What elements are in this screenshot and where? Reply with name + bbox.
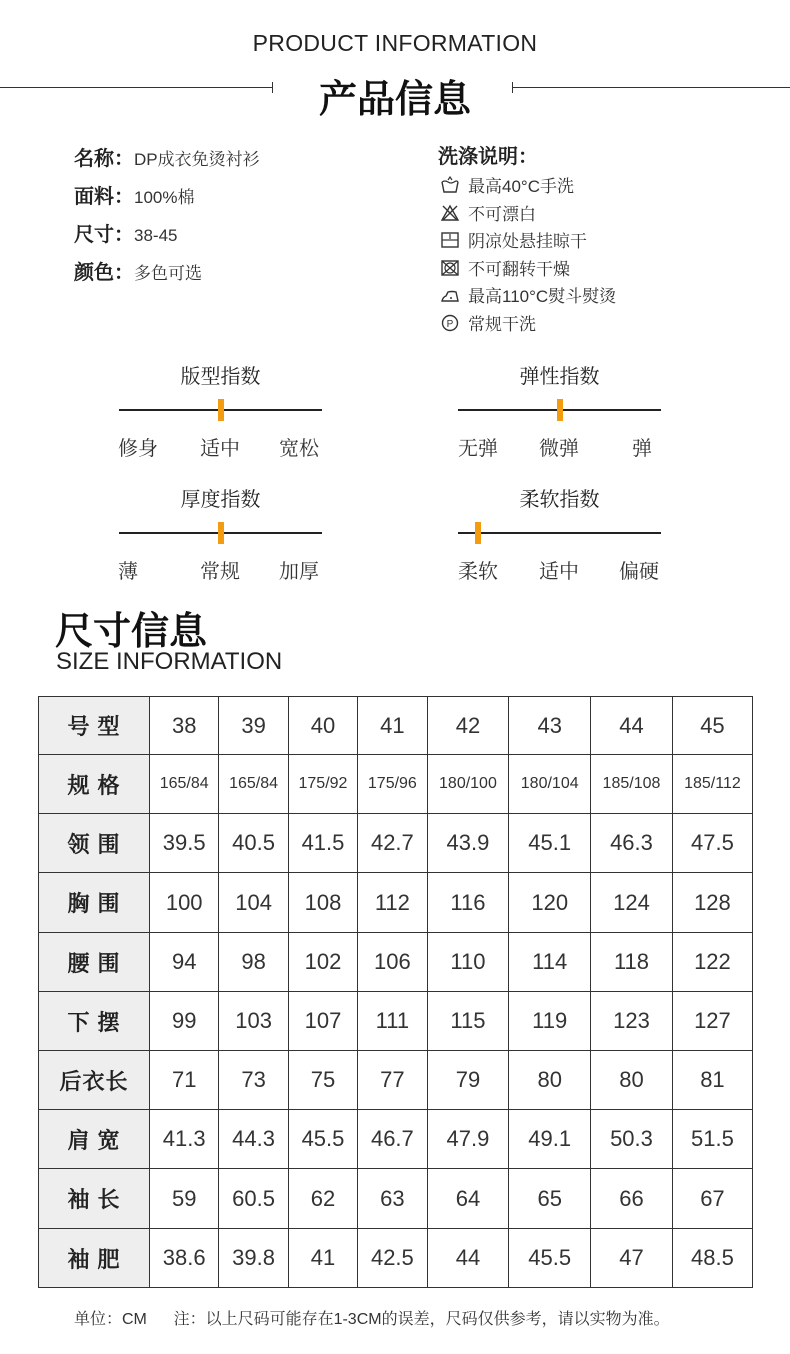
table-cell: 51.5 — [672, 1110, 752, 1169]
thickness-index-label-high: 加厚 — [279, 561, 319, 583]
table-cell: 38 — [150, 697, 219, 755]
table-cell: 77 — [358, 1051, 427, 1110]
product-name-label: 名称： — [74, 148, 134, 170]
table-cell: 50.3 — [591, 1110, 673, 1169]
product-fabric — [74, 180, 194, 209]
table-cell: 63 — [358, 1169, 427, 1229]
table-row — [39, 1110, 753, 1169]
table-cell: 65 — [509, 1169, 591, 1229]
table-cell: 41.5 — [288, 814, 357, 873]
footer-disclaimer: 注：以上尺码可能存在1-3CM的误差，尺码仅供参考，请以实物为准。 — [173, 1311, 670, 1328]
title-cn: 产品信息 — [318, 79, 471, 121]
wash-text: 不可翻转干燥 — [468, 260, 570, 279]
table-cell: 102 — [288, 933, 357, 992]
no-tumble-dry-icon — [440, 259, 460, 277]
fit-index-title: 版型指数 — [180, 366, 261, 388]
elastic-index-label-mid: 微弹 — [539, 438, 579, 460]
table-cell: 122 — [672, 933, 752, 992]
table-cell: 46.3 — [591, 814, 673, 873]
fit-index-marker — [218, 399, 224, 421]
wash-text: 最高40°C手洗 — [468, 177, 574, 196]
table-cell: 120 — [509, 873, 591, 933]
table-cell: 106 — [358, 933, 427, 992]
table-cell: 45.1 — [509, 814, 591, 873]
wash-item — [440, 200, 536, 225]
table-cell: 43 — [509, 697, 591, 755]
product-color — [74, 256, 202, 285]
table-cell: 47 — [591, 1229, 673, 1288]
table-cell: 108 — [288, 873, 357, 933]
product-name — [74, 142, 260, 171]
table-cell: 118 — [591, 933, 673, 992]
table-cell: 67 — [672, 1169, 752, 1229]
table-cell: 71 — [150, 1051, 219, 1110]
table-cell: 103 — [219, 992, 288, 1051]
table-cell: 48.5 — [672, 1229, 752, 1288]
product-size-value: 38-45 — [134, 226, 178, 245]
wash-item — [440, 255, 570, 280]
table-cell: 41 — [358, 697, 427, 755]
table-cell: 124 — [591, 873, 673, 933]
svg-text:P: P — [446, 318, 454, 330]
thickness-index-marker — [218, 522, 224, 544]
fit-index-label-low: 修身 — [118, 438, 158, 460]
hand-wash-icon — [440, 176, 460, 194]
table-cell: 111 — [358, 992, 427, 1051]
footer-note — [74, 1306, 670, 1329]
size-title-cn: 尺寸信息 — [55, 611, 208, 653]
table-cell: 99 — [150, 992, 219, 1051]
table-cell: 45.5 — [288, 1110, 357, 1169]
table-cell: 38.6 — [150, 1229, 219, 1288]
table-cell: 60.5 — [219, 1169, 288, 1229]
row-header: 胸 围 — [39, 873, 150, 933]
table-cell: 114 — [509, 933, 591, 992]
softness-index-label-low: 柔软 — [458, 561, 498, 583]
table-cell: 123 — [591, 992, 673, 1051]
table-cell: 112 — [358, 873, 427, 933]
table-cell: 75 — [288, 1051, 357, 1110]
table-cell: 175/96 — [358, 755, 427, 814]
elastic-index-label-high: 弹 — [632, 438, 652, 460]
line-dry-shade-icon — [440, 231, 460, 249]
wash-title: 洗涤说明： — [438, 146, 538, 168]
row-header: 袖 长 — [39, 1169, 150, 1229]
size-table-body — [39, 697, 753, 1288]
table-cell: 180/100 — [427, 755, 509, 814]
product-fabric-label: 面料： — [74, 186, 134, 208]
table-cell: 45 — [672, 697, 752, 755]
product-color-value: 多色可选 — [134, 264, 202, 283]
row-header: 号 型 — [39, 697, 150, 755]
table-row — [39, 1169, 753, 1229]
size-table — [38, 696, 753, 1288]
table-row — [39, 697, 753, 755]
table-cell: 44 — [427, 1229, 509, 1288]
table-row — [39, 814, 753, 873]
table-cell: 47.9 — [427, 1110, 509, 1169]
table-cell: 128 — [672, 873, 752, 933]
row-header: 肩 宽 — [39, 1110, 150, 1169]
header-rule-right — [512, 87, 790, 88]
title-en: PRODUCT INFORMATION — [252, 30, 538, 56]
table-cell: 44.3 — [219, 1110, 288, 1169]
table-cell: 40.5 — [219, 814, 288, 873]
softness-index-label-mid: 适中 — [539, 561, 579, 583]
table-cell: 42 — [427, 697, 509, 755]
elastic-index-title: 弹性指数 — [519, 366, 600, 388]
elastic-index-marker — [557, 399, 563, 421]
wash-text: 不可漂白 — [468, 205, 536, 224]
product-color-label: 颜色： — [74, 262, 134, 284]
iron-icon — [440, 286, 460, 304]
table-cell: 165/84 — [150, 755, 219, 814]
product-name-value: DP成衣免烫衬衫 — [134, 150, 260, 169]
table-cell: 62 — [288, 1169, 357, 1229]
softness-index-line — [458, 532, 661, 534]
table-row — [39, 1229, 753, 1288]
dry-clean-p-icon — [440, 314, 460, 332]
wash-text: 阴凉处悬挂晾干 — [468, 232, 587, 251]
table-cell: 47.5 — [672, 814, 752, 873]
table-row — [39, 933, 753, 992]
wash-item — [440, 172, 574, 197]
table-cell: 46.7 — [358, 1110, 427, 1169]
table-cell: 110 — [427, 933, 509, 992]
no-bleach-icon — [440, 204, 460, 222]
table-cell: 80 — [591, 1051, 673, 1110]
table-cell: 43.9 — [427, 814, 509, 873]
table-cell: 185/112 — [672, 755, 752, 814]
softness-index-label-high: 偏硬 — [619, 561, 659, 583]
product-fabric-value: 100%棉 — [134, 188, 195, 207]
table-row — [39, 1051, 753, 1110]
table-cell: 42.5 — [358, 1229, 427, 1288]
thickness-index-label-mid: 常规 — [200, 561, 240, 583]
wash-text: 常规干洗 — [468, 315, 536, 334]
fit-index-label-mid: 适中 — [200, 438, 240, 460]
table-row — [39, 873, 753, 933]
table-cell: 39 — [219, 697, 288, 755]
row-header: 领 围 — [39, 814, 150, 873]
table-cell: 40 — [288, 697, 357, 755]
table-cell: 45.5 — [509, 1229, 591, 1288]
table-cell: 165/84 — [219, 755, 288, 814]
table-cell: 104 — [219, 873, 288, 933]
table-cell: 94 — [150, 933, 219, 992]
table-cell: 180/104 — [509, 755, 591, 814]
product-size — [74, 218, 177, 247]
product-size-label: 尺寸： — [74, 224, 134, 246]
table-cell: 73 — [219, 1051, 288, 1110]
table-cell: 59 — [150, 1169, 219, 1229]
table-cell: 80 — [509, 1051, 591, 1110]
table-cell: 39.5 — [150, 814, 219, 873]
table-cell: 81 — [672, 1051, 752, 1110]
table-cell: 100 — [150, 873, 219, 933]
elastic-index-label-low: 无弹 — [458, 438, 498, 460]
table-cell: 42.7 — [358, 814, 427, 873]
fit-index-label-high: 宽松 — [279, 438, 319, 460]
row-header: 规 格 — [39, 755, 150, 814]
table-cell: 39.8 — [219, 1229, 288, 1288]
wash-item — [440, 282, 616, 307]
wash-text: 最高110°C熨斗熨烫 — [468, 287, 617, 306]
softness-index-marker — [475, 522, 481, 544]
footer-unit: 单位：CM — [74, 1311, 147, 1328]
row-header: 下 摆 — [39, 992, 150, 1051]
row-header: 腰 围 — [39, 933, 150, 992]
wash-item — [440, 310, 536, 335]
thickness-index-label-low: 薄 — [118, 561, 138, 583]
table-cell: 66 — [591, 1169, 673, 1229]
thickness-index-title: 厚度指数 — [180, 489, 261, 511]
table-cell: 41 — [288, 1229, 357, 1288]
table-row — [39, 755, 753, 814]
softness-index-title: 柔软指数 — [519, 489, 600, 511]
table-cell: 175/92 — [288, 755, 357, 814]
table-cell: 41.3 — [150, 1110, 219, 1169]
wash-item — [440, 227, 587, 252]
table-cell: 119 — [509, 992, 591, 1051]
table-cell: 115 — [427, 992, 509, 1051]
row-header: 后衣长 — [39, 1051, 150, 1110]
table-cell: 116 — [427, 873, 509, 933]
size-title-en: SIZE INFORMATION — [56, 648, 283, 675]
row-header: 袖 肥 — [39, 1229, 150, 1288]
table-cell: 127 — [672, 992, 752, 1051]
table-row — [39, 992, 753, 1051]
table-cell: 64 — [427, 1169, 509, 1229]
table-cell: 79 — [427, 1051, 509, 1110]
table-cell: 98 — [219, 933, 288, 992]
table-cell: 49.1 — [509, 1110, 591, 1169]
table-cell: 185/108 — [591, 755, 673, 814]
table-cell: 107 — [288, 992, 357, 1051]
table-cell: 44 — [591, 697, 673, 755]
